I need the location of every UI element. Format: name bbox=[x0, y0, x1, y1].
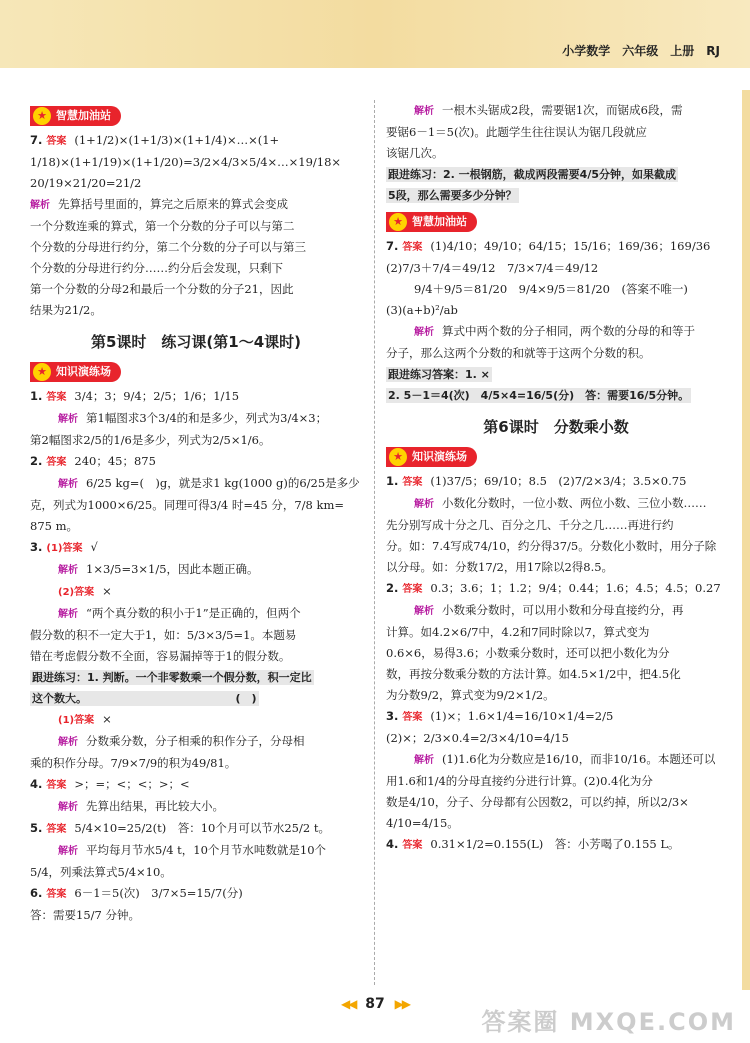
star-icon: ★ bbox=[33, 107, 51, 125]
section-banner: ★ 知识演练场 bbox=[386, 447, 477, 467]
follow-up-exercise: 5段，那么需要多少分钟？ bbox=[388, 189, 517, 202]
lesson-title: 第5课时 练习课(第1～4课时) bbox=[90, 333, 302, 351]
answer-text: (1+1/2)×(1+1/3)×(1+1/4)×…×(1+ bbox=[74, 133, 280, 147]
right-column: 解析 一根木头锯成2段，需要锯1次，而锯成6段，需 要锯6－1＝5(次)。此题学生往往误认为锯几段就应 该锯几次。 跟进练习：2. 一根钢筋，截成两段需要4/5分钟，如果截成 5段，那么需要多少分钟？ ★ 智慧加油站 7. 答案 (1)4/10；49/10；64/15；15/16；169/36；169/36 (2)7/3＋7/4＝49/12 7/3×7/4＝49/12 9/4＋9/5＝81/20 9/4×9/5＝81/20 (答案不唯一) (3)(a+b)²/ab 解析 算式中两个数的分子相同，两个数的分母的和等于 分子，那么这两个分数的和就等于这两个分数的积。 跟进练习答案：1. × 2. 5－1＝4(次) 4/5×4=16/5(分) 答：需要16/5分钟。 第6课时 分数乘小数 ★ 知识演练场 1. 答案 (1)37/5；69/10；8.5 (2)7/2×3/4；3.5×0.75 解析 小数化分数时，一位小数、两位小数、三位小数…… 先分别写成十分之几、百分之几、千分之几……再进行约 分。如：7.4写成74/10，约分得37/5。分数化小数时，用分子除 以分母。如：分数17/2，用17除以2得8.5。 2. 答案 0.3；3.6；1；1.2；9/4；0.44；1.6；4.5；4.5；0.27 解析 小数乘分数时，可以用小数和分母直接约分，再 计算。如4.2×6/7中，4.2和7同时除以7，算式变为 0.6×6，易得3.6；小数乘分数时，还可以把小数化为分 数，再按分数乘分数的方法计算。如4.5×1/2中，把4.5化 为分数9/2，算式变为9/2×1/2。 3. 答案 (1)×；1.6×1/4=16/10×1/4=2/5 (2)×；2/3×0.4=2/3×4/10=4/15 解析 (1)1.6化为分数应是16/10，而非10/16。本题还可以 用1.6和1/4的分母直接约分进行计算。(2)0.4化为分 数是4/10，分子、分母都有公因数2，可以约掉，所以2/3× 4/10=4/15。 4. 答案 0.31×1/2=0.155(L) 答：小芳喝了0.155 L。 bbox=[386, 100, 726, 856]
star-icon: ★ bbox=[389, 213, 407, 231]
header-band bbox=[0, 0, 750, 68]
follow-up-answers: 跟进练习答案：1. × bbox=[388, 368, 490, 381]
follow-up-exercise: 这个数大。 ( ) bbox=[32, 692, 257, 705]
section-banner: ★ 智慧加油站 bbox=[386, 212, 477, 232]
section-banner: ★ 智慧加油站 bbox=[30, 106, 121, 126]
page-number: 87 bbox=[365, 996, 385, 1012]
section-banner: ★ 知识演练场 bbox=[30, 362, 121, 382]
follow-up-exercise: 跟进练习：2. 一根钢筋，截成两段需要4/5分钟，如果截成 bbox=[388, 168, 676, 181]
follow-up-exercise: 跟进练习：1. 判断。一个非零数乘一个假分数，积一定比 bbox=[32, 671, 312, 684]
star-icon: ★ bbox=[389, 448, 407, 466]
star-icon: ★ bbox=[33, 363, 51, 381]
answer-text: 1/18)×(1+1/19)×(1+1/20)=3/2×4/3×5/4×…×19/18× bbox=[30, 155, 342, 169]
answer-text: 20/19×21/20=21/2 bbox=[30, 176, 142, 190]
column-divider bbox=[374, 100, 375, 985]
prev-arrows-icon: ◀◀ bbox=[340, 997, 356, 1011]
book-title: 小学数学 六年级 上册 RJ bbox=[562, 44, 720, 58]
watermark: 答案圈 MXQE.COM bbox=[481, 1008, 736, 1036]
side-strip bbox=[742, 90, 750, 990]
left-column: ★ 智慧加油站 7. 答案 (1+1/2)×(1+1/3)×(1+1/4)×…×(1+ 1/18)×(1+1/19)×(1+1/20)=3/2×4/3×5/4×…×19/18× 20/19×21/20=21/2 解析 先算括号里面的，算完之后原来的算式会变成 一个分数连乘的算式，第一个分数的分子可以与第二 个分数的分母进行约分，第二个分数的分子可以与第三 个分数的分母进行约分……约分后会发现，只剩下 第一个分数的分母2和最后一个分数的分子21，因此 结果为21/2。 第5课时 练习课(第1～4课时) ★ 知识演练场 1. 答案 3/4；3；9/4；2/5；1/6；1/15 解析 第1幅图求3个3/4的和是多少，列式为3/4×3； 第2幅图求2/5的1/6是多少，列式为2/5×1/6。 2. 答案 240；45；875 解析 6/25 kg=( )g，就是求1 kg(1000 g)的6/25是多少 克，列式为1000×6/25。同理可得3/4 时=45 分，7/8 km= 875 m。 3. (1)答案 √ 解析 1×3/5=3×1/5，因此本题正确。 (2)答案 × 解析 “两个真分数的积小于1”是正确的，但两个 假分数的积不一定大于1，如：5/3×3/5=1。本题易 错在考虑假分数不全面，容易漏掉等于1的假分数。 跟进练习：1. 判断。一个非零数乘一个假分数，积一定比 这个数大。 ( ) (1)答案 × 解析 分数乘分数，分子相乘的积作分子，分母相 乘的积作分母。7/9×7/9的积为49/81。 4. 答案 >；=；<；<；>；< 解析 先算出结果，再比较大小。 5. 答案 5/4×10=25/2(t) 答：10个月可以节水25/2 t。 解析 平均每月节水5/4 t，10个月节水吨数就是10个 5/4，列乘法算式5/4×10。 6. 答案 6－1＝5(次) 3/7×5=15/7(分) 答：需要15/7 分钟。 bbox=[30, 100, 362, 926]
next-arrows-icon: ▶▶ bbox=[394, 997, 410, 1011]
lesson-title: 第6课时 分数乘小数 bbox=[483, 418, 629, 436]
follow-up-answers: 2. 5－1＝4(次) 4/5×4=16/5(分) 答：需要16/5分钟。 bbox=[388, 389, 690, 402]
